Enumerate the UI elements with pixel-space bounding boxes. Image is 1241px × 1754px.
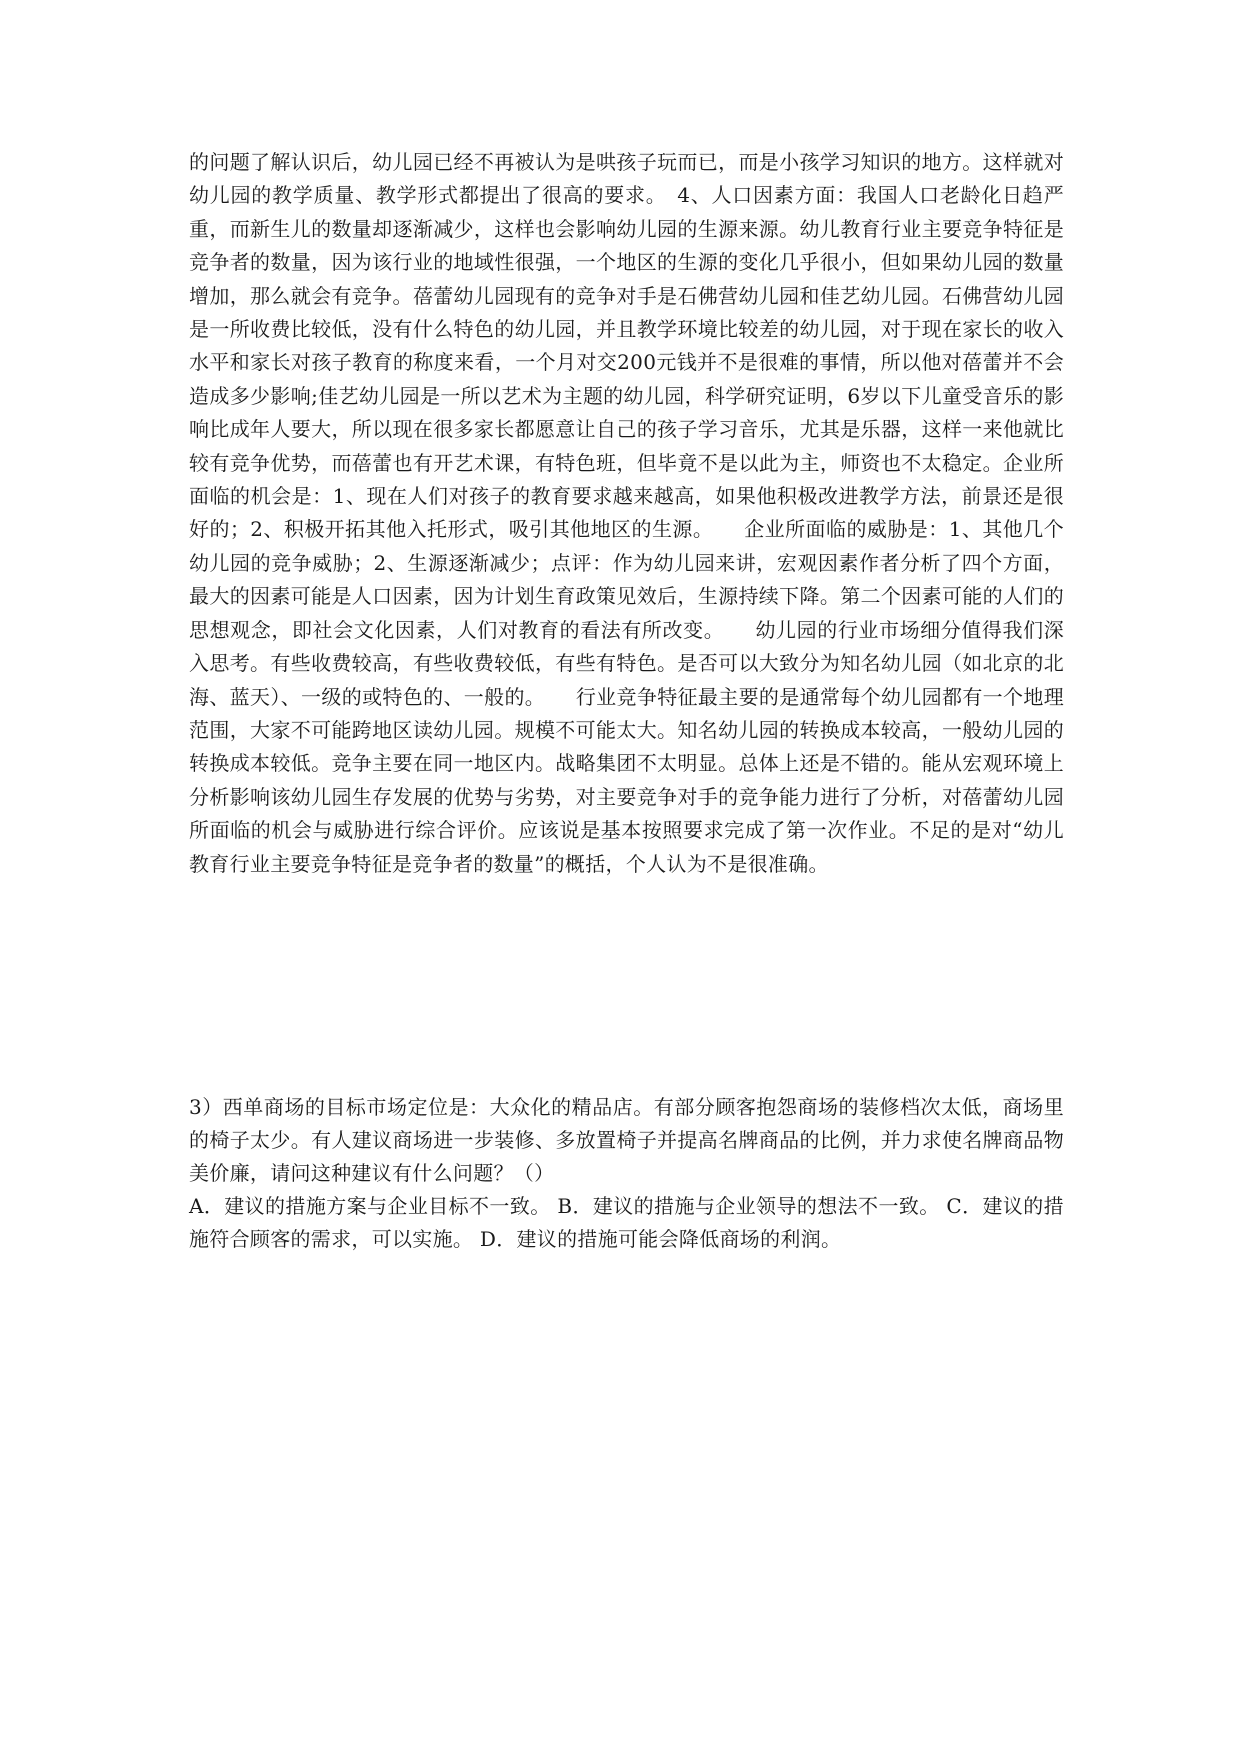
question-options: A．建议的措施方案与企业目标不一致。 B．建议的措施与企业领导的想法不一致。 C．建议的措施符合顾客的需求，可以实施。 D．建议的措施可能会降低商场的利润。: [189, 1194, 1064, 1251]
analysis-paragraph: 的问题了解认识后，幼儿园已经不再被认为是哄孩子玩而已，而是小孩学习知识的地方。这样就对幼儿园的教学质量、教学形式都提出了很高的要求。 4、人口因素方面：我国人口老龄化日趋严重，而新生儿的数量却逐渐减少，这样也会影响幼儿园的生源来源。幼儿教育行业主要竞争特征是竞争者的数量，因为该行业的地域性很强，一个地区的生源的变化几乎很小，但如果幼儿园的数量增加，那么就会有竞争。蓓蕾幼儿园现有的竞争对手是石佛营幼儿园和佳艺幼儿园。石佛营幼儿园是一所收费比较低，没有什么特色的幼儿园，并且教学环境比较差的幼儿园，对于现在家长的收入水平和家长对孩子教育的称度来看，一个月对交200元钱并不是很难的事情，所以他对蓓蕾并不会造成多少影响;佳艺幼儿园是一所以艺术为主题的幼儿园，科学研究证明，6岁以下儿童受音乐的影响比成年人要大，所以现在很多家长都愿意让自己的孩子学习音乐，尤其是乐器，这样一来他就比较有竞争优势，而蓓蕾也有开艺术课，有特色班，但毕竟不是以此为主，师资也不太稳定。企业所面临的机会是：1、现在人们对孩子的教育要求越来越高，如果他积极改进教学方法，前景还是很好的；2、积极开拓其他入托形式，吸引其他地区的生源。 企业所面临的威胁是：1、其他几个幼儿园的竞争威胁；2、生源逐渐减少；点评：作为幼儿园来讲，宏观因素作者分析了四个方面，最大的因素可能是人口因素，因为计划生育政策见效后，生源持续下降。第二个因素可能的人们的思想观念，即社会文化因素，人们对教育的看法有所改变。 幼儿园的行业市场细分值得我们深入思考。有些收费较高，有些收费较低，有些有特色。是否可以大致分为知名幼儿园（如北京的北海、蓝天）、一级的或特色的、一般的。 行业竞争特征最主要的是通常每个幼儿园都有一个地理范围，大家不可能跨地区读幼儿园。规模不可能太大。知名幼儿园的转换成本较高，一般幼儿园的转换成本较低。竞争主要在同一地区内。战略集团不太明显。总体上还是不错的。能从宏观环境上分析影响该幼儿园生存发展的优势与劣势，对主要竞争对手的竞争能力进行了分析，对蓓蕾幼儿园所面临的机会与威胁进行综合评价。应该说是基本按照要求完成了第一次作业。不足的是对“幼儿教育行业主要竞争特征是竞争者的数量”的概括，个人认为不是很准确。: [189, 150, 1064, 876]
question-stem: 3）西单商场的目标市场定位是：大众化的精品店。有部分顾客抱怨商场的装修档次太低，商场里的椅子太少。有人建议商场进一步装修、多放置椅子并提高名牌商品的比例，并力求使名牌商品物美价廉，请问这种建议有什么问题？（）: [189, 1095, 1064, 1185]
